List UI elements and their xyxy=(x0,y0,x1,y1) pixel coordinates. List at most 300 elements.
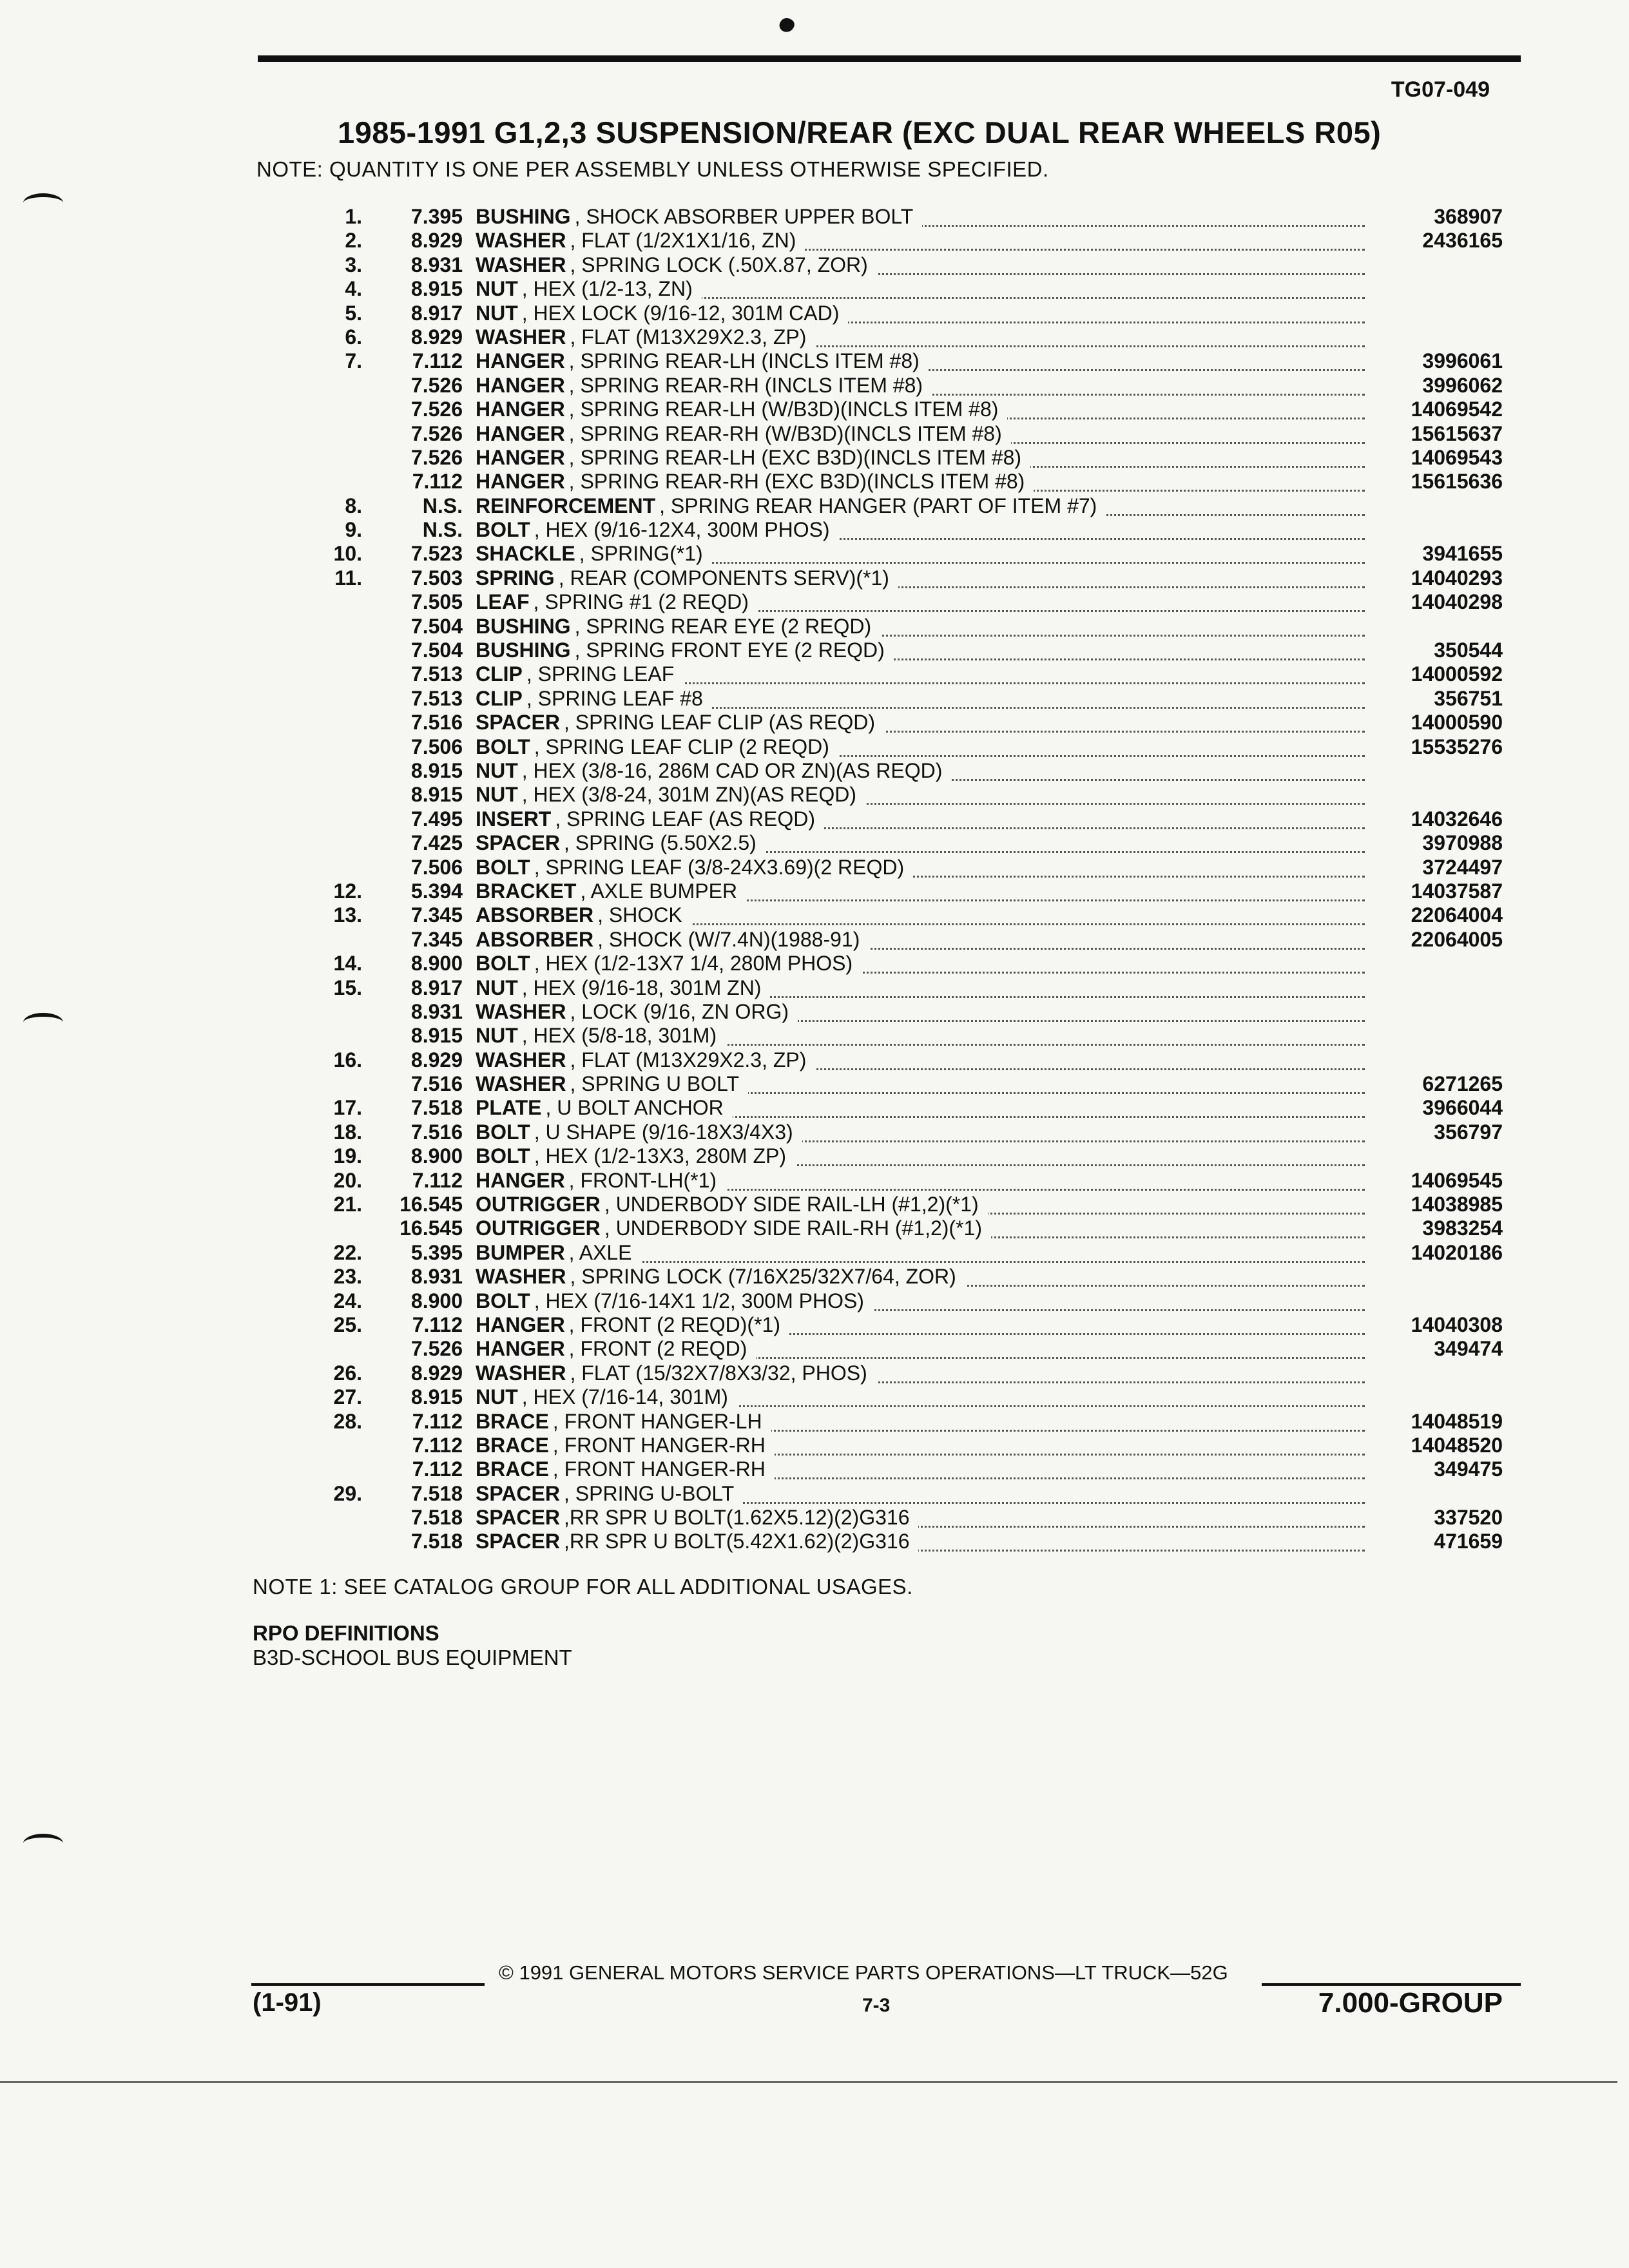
item-number: 5. xyxy=(345,301,362,325)
item-number: 13. xyxy=(333,903,362,927)
group-number: 7.112 xyxy=(412,1168,463,1192)
group-number: 8.931 xyxy=(410,999,463,1023)
part-detail: , U BOLT ANCHOR xyxy=(545,1096,724,1120)
part-name: HANGER xyxy=(476,421,565,445)
rpo-definition: B3D-SCHOOL BUS EQUIPMENT xyxy=(253,1646,572,1669)
part-row xyxy=(0,205,1629,229)
part-row xyxy=(0,1434,1629,1457)
part-description xyxy=(476,1385,737,1409)
group-number: 5.395 xyxy=(410,1240,463,1264)
part-detail: , HEX LOCK (9/16-12, 301M CAD) xyxy=(521,301,840,325)
part-detail: , FRONT (2 REQD) xyxy=(568,1337,747,1361)
part-detail: , SHOCK (W/7.4N)(1988-91) xyxy=(597,927,860,951)
item-number: 28. xyxy=(333,1409,362,1433)
part-row xyxy=(0,1072,1629,1096)
part-name: BOLT xyxy=(476,735,530,758)
item-number: 22. xyxy=(333,1240,362,1264)
part-name: SPRING xyxy=(476,566,555,590)
part-row xyxy=(0,229,1629,253)
part-detail: , SPRING REAR-RH (EXC B3D)(INCLS ITEM #8) xyxy=(568,470,1025,494)
group-number: 7.516 xyxy=(410,1072,463,1096)
part-number: 350544 xyxy=(1427,639,1503,662)
part-detail: , SPRING U-BOLT xyxy=(563,1481,735,1505)
part-number: 14048520 xyxy=(1405,1434,1503,1457)
part-number: 3966044 xyxy=(1416,1096,1503,1120)
part-row xyxy=(0,374,1629,398)
part-detail: , FRONT HANGER-RH xyxy=(552,1457,766,1481)
part-description xyxy=(476,735,838,759)
item-number: 26. xyxy=(333,1361,362,1385)
revision-date: (1-91) xyxy=(253,1988,322,2017)
part-detail: , FLAT (15/32X7/8X3/32, PHOS) xyxy=(570,1361,867,1385)
part-name: WASHER xyxy=(476,1265,566,1289)
part-description xyxy=(476,687,712,711)
part-description xyxy=(476,253,877,277)
part-detail: , SPRING LEAF CLIP (AS REQD) xyxy=(563,711,876,735)
part-row xyxy=(0,590,1629,614)
part-name: BUSHING xyxy=(476,205,571,228)
part-detail: , UNDERBODY SIDE RAIL-RH (#1,2)(*1) xyxy=(604,1216,982,1240)
part-row xyxy=(0,518,1629,542)
part-row xyxy=(0,1048,1629,1072)
part-description xyxy=(476,759,951,783)
group-number: 8.929 xyxy=(410,1048,463,1072)
part-name: HANGER xyxy=(476,398,565,421)
part-description xyxy=(476,1024,726,1048)
part-row xyxy=(0,662,1629,686)
part-row xyxy=(0,1096,1629,1120)
part-name: SPACER xyxy=(476,1530,560,1553)
group-number: 8.929 xyxy=(410,1361,463,1385)
part-row xyxy=(0,711,1629,735)
group-number: 7.526 xyxy=(410,1337,463,1361)
part-name: HANGER xyxy=(476,1312,565,1336)
part-row xyxy=(0,1193,1629,1216)
part-number: 6271265 xyxy=(1416,1072,1503,1096)
part-number: 14000592 xyxy=(1405,662,1503,686)
group-number: 7.513 xyxy=(410,686,463,710)
catalog-group: 7.000-GROUP xyxy=(1318,1987,1503,2019)
part-name: WASHER xyxy=(476,1361,566,1385)
part-description xyxy=(476,807,824,831)
part-name: CLIP xyxy=(476,686,523,710)
part-row xyxy=(0,422,1629,446)
part-name: WASHER xyxy=(476,325,566,349)
item-number: 23. xyxy=(333,1265,362,1289)
part-description xyxy=(476,1289,873,1313)
part-row xyxy=(0,903,1629,927)
part-description xyxy=(476,374,932,398)
part-row xyxy=(0,470,1629,494)
part-row xyxy=(0,928,1629,952)
part-name: BOLT xyxy=(476,1120,530,1144)
part-description xyxy=(476,277,702,301)
part-detail: , SPRING LEAF CLIP (2 REQD) xyxy=(534,735,829,758)
part-row xyxy=(0,735,1629,759)
part-number: 368907 xyxy=(1427,205,1503,229)
part-number: 15615636 xyxy=(1405,470,1503,494)
group-number: 7.526 xyxy=(410,398,463,421)
part-description xyxy=(476,590,758,614)
item-number: 3. xyxy=(345,253,362,276)
part-detail: , SHOCK xyxy=(597,903,682,927)
part-row xyxy=(0,398,1629,421)
part-name: WASHER xyxy=(476,229,566,253)
part-description xyxy=(476,1265,965,1289)
part-detail: , FRONT HANGER-RH xyxy=(552,1433,766,1457)
group-number: 7.425 xyxy=(410,831,463,855)
part-description xyxy=(476,398,1007,421)
group-number: 8.929 xyxy=(410,325,463,349)
part-row xyxy=(0,976,1629,1000)
item-number: 9. xyxy=(345,518,362,542)
part-name: BOLT xyxy=(476,952,530,975)
group-number: 8.915 xyxy=(410,758,463,782)
part-name: BOLT xyxy=(476,1289,530,1312)
part-name: INSERT xyxy=(476,807,552,831)
group-number: 7.526 xyxy=(410,445,463,469)
part-row xyxy=(0,879,1629,903)
part-detail: , FLAT (M13X29X2.3, ZP) xyxy=(570,325,807,349)
part-name: HANGER xyxy=(476,470,565,494)
item-number: 10. xyxy=(333,542,362,566)
item-number: 6. xyxy=(345,325,362,349)
part-number: 14038985 xyxy=(1405,1193,1503,1216)
part-detail: , FRONT (2 REQD)(*1) xyxy=(568,1312,780,1336)
group-number: 7.518 xyxy=(410,1506,463,1530)
group-number: 8.915 xyxy=(410,277,463,301)
part-detail: , SPRING REAR EYE (2 REQD) xyxy=(574,614,872,638)
part-number: 14020186 xyxy=(1405,1241,1503,1265)
group-number: 7.518 xyxy=(410,1096,463,1120)
group-number: 7.523 xyxy=(410,542,463,566)
part-description xyxy=(476,470,1034,494)
group-number: 8.931 xyxy=(410,1265,463,1289)
part-name: CLIP xyxy=(476,662,523,686)
part-description xyxy=(476,494,1106,518)
group-number: 7.506 xyxy=(410,735,463,758)
part-number: 3983254 xyxy=(1416,1216,1503,1240)
part-name: HANGER xyxy=(476,373,565,397)
part-row xyxy=(0,615,1629,639)
group-number: 8.915 xyxy=(410,783,463,807)
part-row xyxy=(0,349,1629,373)
part-row xyxy=(0,325,1629,349)
group-number: 7.112 xyxy=(412,1409,463,1433)
part-description xyxy=(476,831,766,855)
part-name: SHACKLE xyxy=(476,542,575,566)
part-number: 3724497 xyxy=(1416,856,1503,879)
group-number: 7.112 xyxy=(412,1457,463,1481)
part-name: ABSORBER xyxy=(476,927,594,951)
part-row xyxy=(0,1265,1629,1289)
part-number: 356751 xyxy=(1427,687,1503,711)
group-number: N.S. xyxy=(422,518,463,542)
part-description xyxy=(476,928,869,952)
part-detail: , LOCK (9/16, ZN ORG) xyxy=(570,999,789,1023)
part-detail: , FLAT (M13X29X2.3, ZP) xyxy=(570,1048,807,1072)
part-number: 15535276 xyxy=(1405,735,1503,759)
part-number: 349475 xyxy=(1427,1457,1503,1481)
part-name: BRACE xyxy=(476,1457,549,1481)
part-name: SPACER xyxy=(476,1506,560,1530)
part-description xyxy=(476,952,862,975)
item-number: 21. xyxy=(333,1193,362,1216)
item-number: 19. xyxy=(333,1144,362,1168)
part-detail: , SHOCK ABSORBER UPPER BOLT xyxy=(574,205,914,228)
part-row xyxy=(0,542,1629,566)
part-row xyxy=(0,1482,1629,1506)
group-number: 7.503 xyxy=(410,566,463,590)
part-description xyxy=(476,1216,991,1240)
part-number: 14040293 xyxy=(1405,566,1503,590)
part-row xyxy=(0,1457,1629,1481)
part-row xyxy=(0,1216,1629,1240)
group-number: 8.931 xyxy=(410,253,463,276)
part-row xyxy=(0,1000,1629,1024)
part-number: 3996061 xyxy=(1416,349,1503,373)
part-detail: , HEX (5/8-18, 301M) xyxy=(521,1024,717,1048)
part-number: 22064005 xyxy=(1405,928,1503,952)
part-detail: , SPRING REAR-RH (INCLS ITEM #8) xyxy=(568,373,923,397)
part-number: 22064004 xyxy=(1405,903,1503,927)
part-description xyxy=(476,856,913,879)
part-detail: , SPRING LEAF (3/8-24X3.69)(2 REQD) xyxy=(534,855,905,879)
part-description xyxy=(476,1072,748,1096)
group-number: 7.395 xyxy=(410,205,463,228)
item-number: 8. xyxy=(345,494,362,517)
part-row xyxy=(0,1337,1629,1361)
item-number: 27. xyxy=(333,1385,362,1409)
part-detail: , SPRING (5.50X2.5) xyxy=(563,831,757,855)
footer-rule xyxy=(1262,1983,1521,1986)
group-number: 7.513 xyxy=(410,662,463,686)
part-name: NUT xyxy=(476,277,518,301)
group-number: 8.917 xyxy=(410,975,463,999)
group-number: 7.506 xyxy=(410,855,463,879)
part-detail: , SPRING REAR-LH (W/B3D)(INCLS ITEM #8) xyxy=(568,398,999,421)
part-name: OUTRIGGER xyxy=(476,1193,601,1216)
item-number: 20. xyxy=(333,1168,362,1192)
part-description xyxy=(476,879,746,903)
group-number: 8.929 xyxy=(410,229,463,253)
part-detail: ,RR SPR U BOLT(1.62X5.12)(2)G316 xyxy=(563,1506,910,1530)
part-name: NUT xyxy=(476,301,518,325)
part-description xyxy=(476,976,770,1000)
part-name: SPACER xyxy=(476,1481,560,1505)
part-name: HANGER xyxy=(476,1337,565,1361)
part-row xyxy=(0,253,1629,277)
part-detail: , REAR (COMPONENTS SERV)(*1) xyxy=(558,566,889,590)
item-number: 16. xyxy=(333,1048,362,1072)
quantity-note: NOTE: QUANTITY IS ONE PER ASSEMBLY UNLESS OTHERWISE SPECIFIED. xyxy=(256,157,1049,181)
part-description xyxy=(476,1506,918,1530)
part-name: PLATE xyxy=(476,1096,542,1120)
part-detail: , HEX (1/2-13X3, 280M ZP) xyxy=(534,1144,786,1168)
part-detail: , SPRING REAR-LH (EXC B3D)(INCLS ITEM #8) xyxy=(568,445,1022,469)
part-description xyxy=(476,1096,733,1120)
part-number: 14069543 xyxy=(1405,446,1503,470)
part-name: HANGER xyxy=(476,349,565,373)
part-name: SPACER xyxy=(476,831,560,855)
part-detail: , SPRING REAR HANGER (PART OF ITEM #7) xyxy=(659,494,1097,517)
part-name: BOLT xyxy=(476,1144,530,1168)
part-description xyxy=(476,1410,771,1434)
part-name: BUMPER xyxy=(476,1240,565,1264)
part-description xyxy=(476,1337,756,1361)
part-detail: , SPRING(*1) xyxy=(579,542,703,566)
part-description xyxy=(476,615,880,639)
part-row xyxy=(0,783,1629,807)
part-detail: , SPRING REAR-LH (INCLS ITEM #8) xyxy=(568,349,920,373)
part-name: SPACER xyxy=(476,711,560,735)
part-name: HANGER xyxy=(476,1168,565,1192)
item-number: 4. xyxy=(345,277,362,301)
part-detail: , HEX (7/16-14, 301M) xyxy=(521,1385,728,1409)
part-detail: , UNDERBODY SIDE RAIL-LH (#1,2)(*1) xyxy=(604,1193,979,1216)
part-row xyxy=(0,856,1629,879)
part-row xyxy=(0,1120,1629,1144)
header-rule xyxy=(258,55,1521,62)
binder-hole-mark xyxy=(23,1834,63,1853)
part-row xyxy=(0,639,1629,662)
part-detail: , FRONT HANGER-LH xyxy=(552,1409,762,1433)
group-number: 8.917 xyxy=(410,301,463,325)
group-number: 7.518 xyxy=(410,1481,463,1505)
part-detail: , U SHAPE (9/16-18X3/4X3) xyxy=(534,1120,793,1144)
footer-rule xyxy=(251,1983,485,1986)
part-row xyxy=(0,494,1629,518)
part-description xyxy=(476,302,848,325)
part-row xyxy=(0,1144,1629,1168)
part-name: LEAF xyxy=(476,590,530,614)
part-detail: , SPRING #1 (2 REQD) xyxy=(533,590,749,614)
part-number: 14048519 xyxy=(1405,1410,1503,1434)
item-number: 15. xyxy=(333,975,362,999)
group-number: 7.526 xyxy=(410,421,463,445)
group-number: 8.900 xyxy=(410,1144,463,1168)
part-detail: , SPRING LOCK (7/16X25/32X7/64, ZOR) xyxy=(570,1265,956,1289)
part-detail: , SPRING LEAF #8 xyxy=(526,686,703,710)
document-code: TG07-049 xyxy=(1391,77,1490,102)
part-description xyxy=(476,903,691,927)
part-name: BRACE xyxy=(476,1409,549,1433)
part-description xyxy=(476,542,712,566)
part-description xyxy=(476,1169,726,1193)
part-name: BOLT xyxy=(476,855,530,879)
group-number: 5.394 xyxy=(410,879,463,903)
part-description xyxy=(476,639,894,662)
part-name: NUT xyxy=(476,1024,518,1048)
part-description xyxy=(476,1193,988,1216)
group-number: 7.345 xyxy=(410,903,463,927)
part-row xyxy=(0,1289,1629,1313)
group-number: 7.504 xyxy=(410,639,463,662)
part-detail: ,RR SPR U BOLT(5.42X1.62)(2)G316 xyxy=(563,1530,910,1553)
group-number: 7.504 xyxy=(410,614,463,638)
part-number: 3970988 xyxy=(1416,831,1503,855)
rpo-heading: RPO DEFINITIONS xyxy=(253,1621,439,1645)
item-number: 1. xyxy=(345,205,362,228)
part-row xyxy=(0,1024,1629,1048)
part-number: 14000590 xyxy=(1405,711,1503,735)
part-description xyxy=(476,1048,815,1072)
group-number: 7.345 xyxy=(410,927,463,951)
part-description xyxy=(476,349,929,373)
part-number: 14040298 xyxy=(1405,590,1503,614)
part-row xyxy=(0,1313,1629,1337)
part-number: 337520 xyxy=(1427,1506,1503,1530)
part-number: 15615637 xyxy=(1405,422,1503,446)
group-number: 7.516 xyxy=(410,1120,463,1144)
part-name: WASHER xyxy=(476,253,566,276)
group-number: 8.900 xyxy=(410,1289,463,1312)
page-title: 1985-1991 G1,2,3 SUSPENSION/REAR (EXC DUAL REAR WHEELS R05) xyxy=(338,115,1382,149)
part-row xyxy=(0,687,1629,711)
part-number: 356797 xyxy=(1427,1120,1503,1144)
group-number: 16.545 xyxy=(400,1216,463,1240)
part-detail: , FRONT-LH(*1) xyxy=(568,1168,717,1192)
page-number: 7-3 xyxy=(862,1995,891,2016)
part-number: 3996062 xyxy=(1416,374,1503,398)
ink-mark xyxy=(777,15,796,35)
part-detail: , HEX (9/16-12X4, 300M PHOS) xyxy=(534,518,830,542)
part-row xyxy=(0,302,1629,325)
item-number: 17. xyxy=(333,1096,362,1120)
copyright-line: © 1991 GENERAL MOTORS SERVICE PARTS OPERATIONS—LT TRUCK—52G xyxy=(499,1961,1228,1984)
part-description xyxy=(476,229,805,253)
part-number: 471659 xyxy=(1427,1530,1503,1553)
part-row xyxy=(0,807,1629,831)
part-row xyxy=(0,277,1629,301)
part-row xyxy=(0,1410,1629,1434)
part-name: REINFORCEMENT xyxy=(476,494,656,517)
part-name: WASHER xyxy=(476,1072,566,1096)
part-name: NUT xyxy=(476,1385,518,1409)
group-number: 16.545 xyxy=(400,1193,463,1216)
part-description xyxy=(476,1144,795,1168)
part-detail: , SPRING LEAF (AS REQD) xyxy=(555,807,815,831)
part-detail: , HEX (1/2-13X7 1/4, 280M PHOS) xyxy=(534,952,853,975)
group-number: 8.900 xyxy=(410,952,463,975)
part-row xyxy=(0,1506,1629,1530)
group-number: 7.495 xyxy=(410,807,463,831)
item-number: 2. xyxy=(345,229,362,253)
part-detail: , HEX (3/8-16, 286M CAD OR ZN)(AS REQD) xyxy=(521,758,943,782)
part-description xyxy=(476,205,922,229)
item-number: 18. xyxy=(333,1120,362,1144)
part-name: NUT xyxy=(476,975,518,999)
part-detail: , SPRING LEAF xyxy=(526,662,675,686)
part-description xyxy=(476,422,1011,446)
part-row xyxy=(0,952,1629,975)
part-detail: , HEX (1/2-13, ZN) xyxy=(521,277,693,301)
part-name: NUT xyxy=(476,783,518,807)
group-number: 7.505 xyxy=(410,590,463,614)
part-number: 14069545 xyxy=(1405,1169,1503,1193)
part-description xyxy=(476,566,898,590)
part-detail: , HEX (9/16-18, 301M ZN) xyxy=(521,975,762,999)
group-number: 7.112 xyxy=(412,1312,463,1336)
part-description xyxy=(476,518,839,542)
part-detail: , AXLE xyxy=(568,1240,632,1264)
part-name: NUT xyxy=(476,758,518,782)
part-description xyxy=(476,1120,802,1144)
part-description xyxy=(476,1000,798,1024)
group-number: 7.516 xyxy=(410,711,463,735)
part-number: 349474 xyxy=(1427,1337,1503,1361)
part-number: 14040308 xyxy=(1405,1313,1503,1337)
